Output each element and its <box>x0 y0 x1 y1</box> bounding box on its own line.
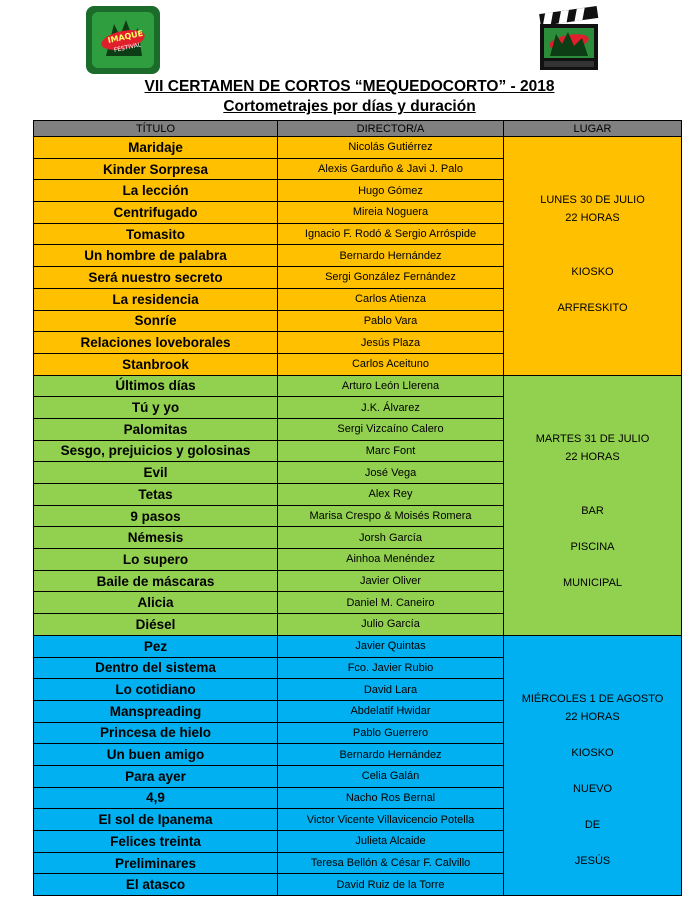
venue-line: MUNICIPAL <box>562 576 623 589</box>
film-director: Javier Quintas <box>278 635 504 657</box>
svg-text:IMAQUE: IMAQUE <box>106 28 144 46</box>
film-title: Lo cotidiano <box>34 679 278 701</box>
film-title: Últimos días <box>34 375 278 397</box>
film-title: 4,9 <box>34 787 278 809</box>
film-title: Alicia <box>34 592 278 614</box>
venue-line <box>504 412 681 430</box>
film-director: Carlos Atienza <box>278 288 504 310</box>
venue-cell <box>504 375 682 635</box>
film-title: Sesgo, prejuicios y golosinas <box>34 440 278 462</box>
film-director: J.K. Álvarez <box>278 397 504 419</box>
film-director: Nacho Ros Bernal <box>278 787 504 809</box>
film-title: Manspreading <box>34 700 278 722</box>
table-row <box>34 635 682 657</box>
venue-line: DE <box>584 818 601 831</box>
venue-cell <box>504 635 682 895</box>
film-title: Relaciones loveborales <box>34 332 278 354</box>
film-title: Un buen amigo <box>34 744 278 766</box>
venue-line <box>504 281 681 299</box>
film-director: Marc Font <box>278 440 504 462</box>
film-director: Jorsh García <box>278 527 504 549</box>
film-title: La lección <box>34 180 278 202</box>
film-title: Tetas <box>34 484 278 506</box>
film-director: Pablo Vara <box>278 310 504 332</box>
film-title: Maridaje <box>34 137 278 159</box>
film-director: Julio García <box>278 614 504 636</box>
venue-line <box>504 394 681 412</box>
table-header-row <box>34 121 682 137</box>
table-row <box>34 137 682 159</box>
header-titulo: TÍTULO <box>34 121 278 137</box>
film-director: José Vega <box>278 462 504 484</box>
venue-line <box>504 245 681 263</box>
venue-line <box>504 672 681 690</box>
film-title: Evil <box>34 462 278 484</box>
film-title: Tú y yo <box>34 397 278 419</box>
film-director: Ignacio F. Rodó & Sergio Arróspide <box>278 223 504 245</box>
festival-logo-icon <box>86 6 160 74</box>
film-director: Nicolás Gutiérrez <box>278 137 504 159</box>
film-title: Baile de máscaras <box>34 570 278 592</box>
venue-line: 22 HORAS <box>565 710 620 723</box>
film-director: Hugo Gómez <box>278 180 504 202</box>
venue-line <box>504 636 681 654</box>
venue-line: LUNES 30 DE JULIO <box>540 194 645 206</box>
svg-text:FESTIVAL: FESTIVAL <box>113 41 142 55</box>
film-title: Dentro del sistema <box>34 657 278 679</box>
film-director: Sergi Vizcaíno Calero <box>278 418 504 440</box>
film-title: Palomitas <box>34 418 278 440</box>
film-title: Sonríe <box>34 310 278 332</box>
film-director: Bernardo Hernández <box>278 744 504 766</box>
page-subtitle: Cortometrajes por días y duración <box>223 98 476 115</box>
film-title: El sol de Ipanema <box>34 809 278 831</box>
film-director: Mireia Noguera <box>278 202 504 224</box>
venue-line: BAR <box>581 504 604 517</box>
film-director: Jesús Plaza <box>278 332 504 354</box>
venue-line <box>504 798 681 816</box>
film-director: Bernardo Hernández <box>278 245 504 267</box>
venue-line <box>504 137 681 155</box>
film-director: Victor Vicente Villavicencio Potella <box>278 809 504 831</box>
film-title: El atasco <box>34 874 278 896</box>
film-title: 9 pasos <box>34 505 278 527</box>
film-director: Daniel M. Caneiro <box>278 592 504 614</box>
film-director: Javier Oliver <box>278 570 504 592</box>
film-title: Lo supero <box>34 549 278 571</box>
film-director: Abdelatif Hwidar <box>278 700 504 722</box>
venue-line: JESÚS <box>574 854 611 867</box>
table-row <box>34 375 682 397</box>
venue-line <box>504 466 681 484</box>
schedule-table <box>33 120 682 896</box>
venue-line: MARTES 31 DE JULIO <box>535 432 650 445</box>
film-director: Arturo León Llerena <box>278 375 504 397</box>
page-title: VII CERTAMEN DE CORTOS “MEQUEDOCORTO” - 2018 <box>144 78 555 95</box>
film-director: Carlos Aceituno <box>278 353 504 375</box>
venue-line <box>504 726 681 744</box>
film-director: Julieta Alcaide <box>278 831 504 853</box>
film-title: Diésel <box>34 614 278 636</box>
film-title: Felices treinta <box>34 831 278 853</box>
venue-line: 22 HORAS <box>565 212 620 224</box>
venue-line <box>504 556 681 574</box>
film-title: Némesis <box>34 527 278 549</box>
venue-line: KIOSKO <box>571 746 614 759</box>
venue-line: 22 HORAS <box>565 450 620 463</box>
venue-line <box>504 762 681 780</box>
film-director: Sergi González Fernández <box>278 267 504 289</box>
venue-line <box>504 227 681 245</box>
venue-line <box>504 484 681 502</box>
header-director: DIRECTOR/A <box>278 121 504 137</box>
film-director: David Ruiz de la Torre <box>278 874 504 896</box>
film-title: Para ayer <box>34 765 278 787</box>
venue-line: ARFRESKITO <box>557 302 628 314</box>
film-title: Pez <box>34 635 278 657</box>
film-title: Kinder Sorpresa <box>34 158 278 180</box>
film-title: Preliminares <box>34 852 278 874</box>
venue-line: NUEVO <box>572 782 613 795</box>
film-director: Pablo Guerrero <box>278 722 504 744</box>
film-title: Princesa de hielo <box>34 722 278 744</box>
film-title: Un hombre de palabra <box>34 245 278 267</box>
film-title: Tomasito <box>34 223 278 245</box>
venue-line <box>504 376 681 394</box>
film-title: Stanbrook <box>34 353 278 375</box>
film-director: Alex Rey <box>278 484 504 506</box>
venue-line: PISCINA <box>570 540 615 553</box>
clapperboard-icon <box>536 4 602 74</box>
film-director: Marisa Crespo & Moisés Romera <box>278 505 504 527</box>
film-director: Ainhoa Menéndez <box>278 549 504 571</box>
film-director: Teresa Bellón & César F. Calvillo <box>278 852 504 874</box>
venue-line <box>504 834 681 852</box>
venue-line <box>504 520 681 538</box>
film-title: Será nuestro secreto <box>34 267 278 289</box>
venue-line: MIÉRCOLES 1 DE AGOSTO <box>521 692 664 705</box>
film-title: La residencia <box>34 288 278 310</box>
venue-cell <box>504 137 682 376</box>
venue-line <box>504 173 681 191</box>
film-director: David Lara <box>278 679 504 701</box>
venue-line <box>504 155 681 173</box>
film-director: Celia Galán <box>278 765 504 787</box>
venue-line <box>504 654 681 672</box>
film-title: Centrifugado <box>34 202 278 224</box>
venue-line: KIOSKO <box>571 266 614 278</box>
header-lugar: LUGAR <box>504 121 682 137</box>
table-body <box>34 137 682 896</box>
film-director: Fco. Javier Rubio <box>278 657 504 679</box>
film-director: Alexis Garduño & Javi J. Palo <box>278 158 504 180</box>
